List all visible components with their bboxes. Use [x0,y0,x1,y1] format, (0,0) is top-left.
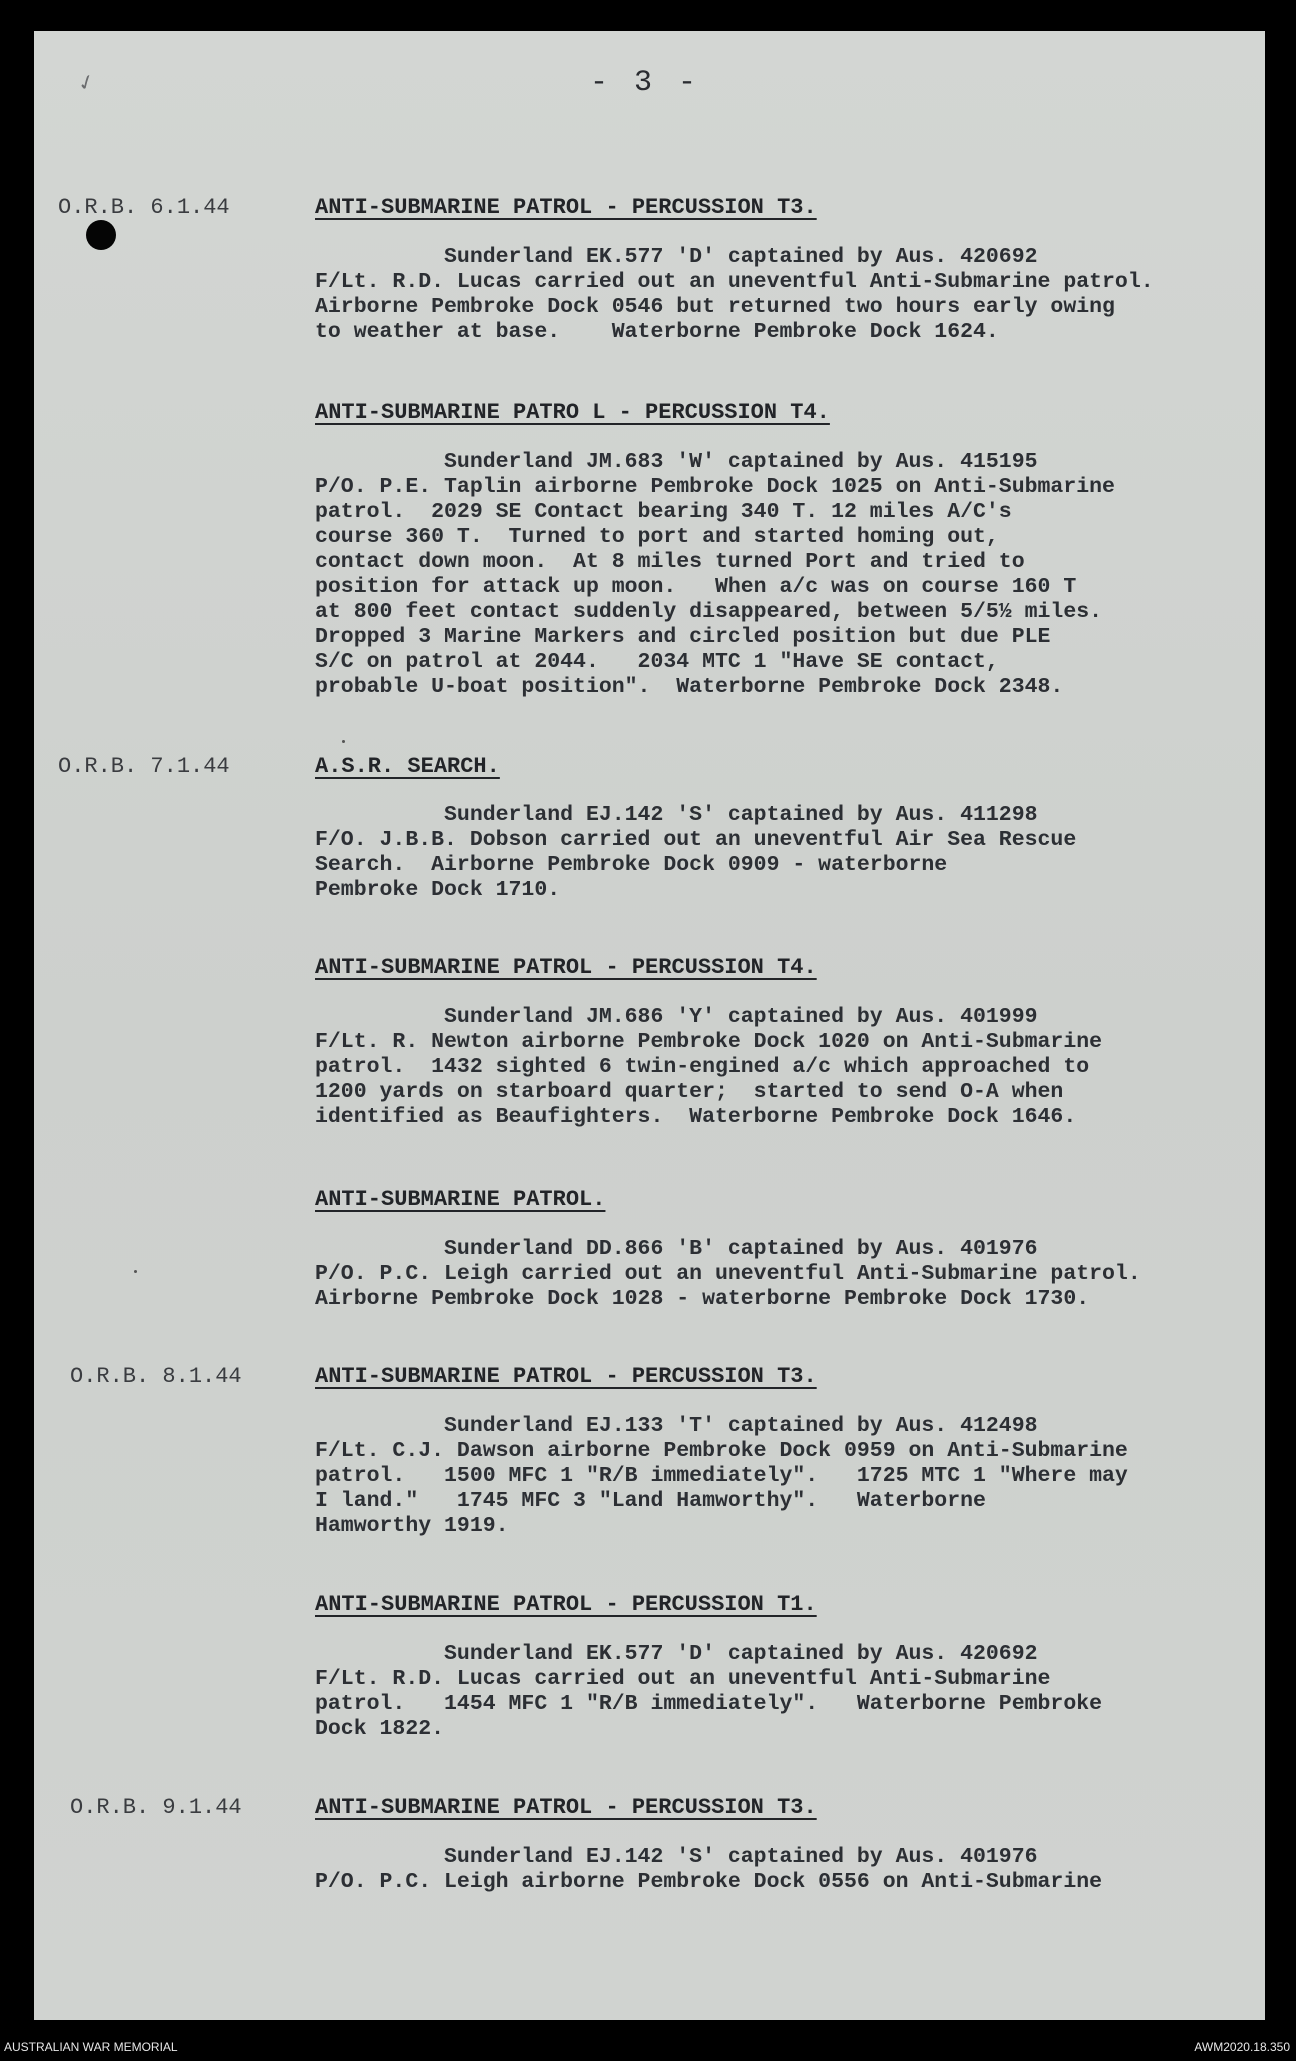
entry-line: I land." 1745 MFC 3 "Land Hamworthy". Waterborne [315,1489,986,1513]
entry-line: course 360 T. Turned to port and started homing out, [315,525,999,549]
entry-line: Hamworthy 1919. [315,1514,509,1538]
entry-line: position for attack up moon. When a/c was on course 160 T [315,575,1077,599]
orb-date: O.R.B. 7.1.44 [58,754,230,779]
entry-line: Airborne Pembroke Dock 1028 - waterborne Pembroke Dock 1730. [315,1287,1090,1311]
entry-line: identified as Beaufighters. Waterborne Pembroke Dock 1646. [315,1105,1077,1129]
entry-line: contact down moon. At 8 miles turned Port and tried to [315,550,1025,574]
orb-date: O.R.B. 8.1.44 [70,1364,242,1389]
entry-line: Sunderland DD.866 'B' captained by Aus. 401976 [315,1237,1038,1261]
entry-line: P/O. P.E. Taplin airborne Pembroke Dock 1025 on Anti-Submarine [315,475,1115,499]
entry-line: P/O. P.C. Leigh airborne Pembroke Dock 0556 on Anti-Submarine [315,1870,1103,1894]
entry-line: Sunderland EJ.133 'T' captained by Aus. 412498 [315,1414,1038,1438]
entry-line: Sunderland JM.686 'Y' captained by Aus. 401999 [315,1005,1038,1029]
entry-line: Sunderland EK.577 'D' captained by Aus. 420692 [315,1642,1038,1666]
pencil-mark: ✓ [75,69,99,100]
entry-line: Sunderland EK.577 'D' captained by Aus. 420692 [315,245,1038,269]
entry-line: probable U-boat position". Waterborne Pembroke Dock 2348. [315,675,1064,699]
stray-dot [134,1270,137,1273]
entry-heading: ANTI-SUBMARINE PATROL - PERCUSSION T3. [315,195,817,220]
entry-heading: ANTI-SUBMARINE PATROL - PERCUSSION T1. [315,1592,817,1617]
stray-dot [342,740,345,743]
entry-heading: ANTI-SUBMARINE PATRO L - PERCUSSION T4. [315,400,830,425]
entry-line: patrol. 1432 sighted 6 twin-engined a/c which approached to [315,1055,1090,1079]
entry-line: S/C on patrol at 2044. 2034 MTC 1 "Have SE contact, [315,650,999,674]
entry-line: Dock 1822. [315,1717,445,1741]
entry-heading: ANTI-SUBMARINE PATROL. [315,1187,606,1212]
entry-line: F/Lt. C.J. Dawson airborne Pembroke Dock 0959 on Anti-Submarine [315,1439,1128,1463]
entry-line: F/O. J.B.B. Dobson carried out an uneventful Air Sea Rescue [315,828,1077,852]
footer-accession-number: AWM2020.18.350 [1194,2040,1290,2054]
entry-heading: A.S.R. SEARCH. [315,754,500,779]
entry-line: at 800 feet contact suddenly disappeared, between 5/5½ miles. [315,600,1103,624]
page-number: - 3 - [590,66,701,100]
entry-line: Sunderland EJ.142 'S' captained by Aus. 401976 [315,1845,1038,1869]
entry-line: patrol. 1500 MFC 1 "R/B immediately". 1725 MTC 1 "Where may [315,1464,1128,1488]
entry-line: F/Lt. R. Newton airborne Pembroke Dock 1020 on Anti-Submarine [315,1030,1103,1054]
orb-date: O.R.B. 6.1.44 [58,195,230,220]
entry-heading: ANTI-SUBMARINE PATROL - PERCUSSION T3. [315,1795,817,1820]
punch-hole [86,220,116,250]
entry-line: to weather at base. Waterborne Pembroke Dock 1624. [315,320,999,344]
footer-archive-name: AUSTRALIAN WAR MEMORIAL [4,2040,178,2054]
entry-line: Search. Airborne Pembroke Dock 0909 - waterborne [315,853,948,877]
orb-date: O.R.B. 9.1.44 [70,1795,242,1820]
entry-line: patrol. 2029 SE Contact bearing 340 T. 12 miles A/C's [315,500,1012,524]
entry-line: Sunderland JM.683 'W' captained by Aus. 415195 [315,450,1038,474]
entry-line: F/Lt. R.D. Lucas carried out an uneventful Anti-Submarine patrol. [315,270,1154,294]
entry-line: P/O. P.C. Leigh carried out an uneventful Anti-Submarine patrol. [315,1262,1141,1286]
entry-line: F/Lt. R.D. Lucas carried out an uneventful Anti-Submarine [315,1667,1051,1691]
entry-heading: ANTI-SUBMARINE PATROL - PERCUSSION T3. [315,1364,817,1389]
entry-line: Pembroke Dock 1710. [315,878,561,902]
entry-line: Dropped 3 Marine Markers and circled position but due PLE [315,625,1051,649]
entry-line: patrol. 1454 MFC 1 "R/B immediately". Waterborne Pembroke [315,1692,1103,1716]
entry-line: Airborne Pembroke Dock 0546 but returned two hours early owing [315,295,1115,319]
entry-line: 1200 yards on starboard quarter; started to send O-A when [315,1080,1064,1104]
entry-heading: ANTI-SUBMARINE PATROL - PERCUSSION T4. [315,955,817,980]
entry-line: Sunderland EJ.142 'S' captained by Aus. 411298 [315,803,1038,827]
